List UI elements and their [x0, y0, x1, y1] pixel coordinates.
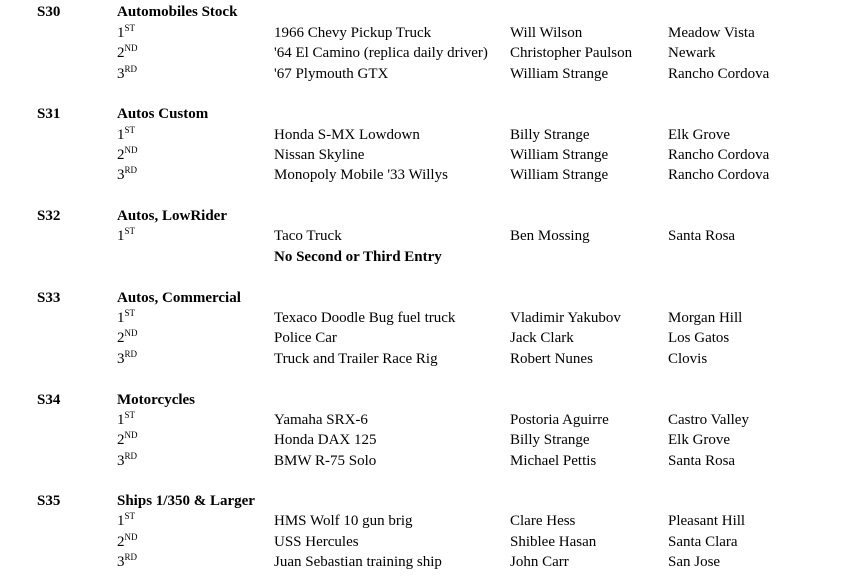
entrant-city: Rancho Cordova	[668, 66, 770, 82]
entrant-name: Jack Clark	[510, 330, 574, 346]
result-row	[0, 430, 860, 450]
entry-title: Texaco Doodle Bug fuel truck	[274, 310, 456, 326]
entrant-city: San Jose	[668, 554, 721, 570]
place-number: 3	[117, 167, 125, 183]
place-label	[117, 349, 137, 370]
place-number: 1	[117, 412, 125, 428]
place-label	[117, 64, 137, 85]
section-header	[0, 206, 860, 226]
place-label	[117, 23, 135, 44]
entry-title: Nissan Skyline	[274, 147, 365, 163]
place-label	[117, 328, 138, 349]
entrant-city: Rancho Cordova	[668, 167, 770, 183]
section-code: S30	[37, 4, 61, 20]
place-suffix: ST	[124, 226, 136, 236]
entrant-name: Will Wilson	[510, 25, 583, 41]
place-suffix: RD	[124, 64, 138, 74]
entry-title: Honda DAX 125	[274, 432, 377, 448]
result-row	[0, 511, 860, 531]
place-number: 2	[117, 330, 125, 346]
place-number: 1	[117, 513, 125, 529]
place-number: 3	[117, 554, 125, 570]
section-category: Autos Custom	[117, 106, 209, 122]
place-number: 3	[117, 66, 125, 82]
place-suffix: RD	[124, 165, 138, 175]
entrant-name: Michael Pettis	[510, 453, 597, 469]
place-number: 1	[117, 127, 125, 143]
place-suffix: ST	[124, 308, 136, 318]
place-label	[117, 552, 137, 573]
result-row	[0, 43, 860, 63]
place-suffix: RD	[124, 552, 138, 562]
entry-title: '64 El Camino (replica daily driver)	[274, 45, 488, 61]
place-label	[117, 511, 135, 532]
section-header	[0, 2, 860, 22]
entrant-name: Christopher Paulson	[510, 45, 633, 61]
section-category: Motorcycles	[117, 392, 196, 408]
entrant-city: Rancho Cordova	[668, 147, 770, 163]
section-header	[0, 491, 860, 511]
entrant-city: Meadow Vista	[668, 25, 755, 41]
entrant-name: William Strange	[510, 66, 609, 82]
place-number: 2	[117, 432, 125, 448]
place-suffix: ND	[124, 430, 138, 440]
entry-title: Honda S-MX Lowdown	[274, 127, 420, 143]
place-label	[117, 165, 137, 186]
place-suffix: ST	[124, 23, 136, 33]
result-row	[0, 165, 860, 185]
entrant-name: John Carr	[510, 554, 569, 570]
result-row	[0, 532, 860, 552]
entrant-city: Castro Valley	[668, 412, 749, 428]
entrant-name: William Strange	[510, 167, 609, 183]
section-header	[0, 104, 860, 124]
place-number: 1	[117, 310, 125, 326]
entry-title: Juan Sebastian training ship	[274, 554, 442, 570]
entry-title: Truck and Trailer Race Rig	[274, 351, 438, 367]
entry-title: Taco Truck	[274, 228, 342, 244]
section-header	[0, 390, 860, 410]
place-suffix: ST	[124, 410, 136, 420]
section-code: S35	[37, 493, 61, 509]
entrant-city: Santa Rosa	[668, 228, 736, 244]
entrant-city: Santa Clara	[668, 534, 738, 550]
entrant-city: Newark	[668, 45, 716, 61]
entrant-name: Billy Strange	[510, 127, 590, 143]
entrant-name: Ben Mossing	[510, 228, 590, 244]
place-label	[117, 410, 135, 431]
place-suffix: ND	[124, 43, 138, 53]
place-number: 1	[117, 25, 125, 41]
entry-title: '67 Plymouth GTX	[274, 66, 389, 82]
entrant-name: William Strange	[510, 147, 609, 163]
place-number: 2	[117, 45, 125, 61]
section-code: S34	[37, 392, 61, 408]
place-suffix: ST	[124, 125, 136, 135]
result-row	[0, 552, 860, 572]
entrant-name: Vladimir Yakubov	[510, 310, 621, 326]
place-number: 2	[117, 534, 125, 550]
result-row	[0, 308, 860, 328]
place-label	[117, 226, 135, 247]
place-suffix: ND	[124, 532, 138, 542]
place-suffix: RD	[124, 349, 138, 359]
section-category: Ships 1/350 & Larger	[117, 493, 255, 509]
place-number: 2	[117, 147, 125, 163]
entry-title: 1966 Chevy Pickup Truck	[274, 25, 432, 41]
result-row	[0, 64, 860, 84]
place-label	[117, 125, 135, 146]
entry-title: USS Hercules	[274, 534, 359, 550]
entrant-name: Robert Nunes	[510, 351, 593, 367]
result-row	[0, 349, 860, 369]
place-label	[117, 145, 138, 166]
entrant-city: Elk Grove	[668, 127, 731, 143]
place-label	[117, 430, 138, 451]
place-label	[117, 308, 135, 329]
section-category: Autos, Commercial	[117, 290, 241, 306]
entrant-city: Elk Grove	[668, 432, 731, 448]
entry-title: Monopoly Mobile '33 Willys	[274, 167, 448, 183]
entrant-name: Billy Strange	[510, 432, 590, 448]
section-code: S33	[37, 290, 61, 306]
result-row	[0, 328, 860, 348]
entrant-name: Clare Hess	[510, 513, 576, 529]
entry-title: HMS Wolf 10 gun brig	[274, 513, 413, 529]
place-suffix: ND	[124, 328, 138, 338]
entrant-name: Shiblee Hasan	[510, 534, 597, 550]
no-entry-note: No Second or Third Entry	[274, 249, 442, 265]
result-row	[0, 451, 860, 471]
result-row	[0, 125, 860, 145]
section-category: Automobiles Stock	[117, 4, 238, 20]
result-row	[0, 145, 860, 165]
entry-title: Police Car	[274, 330, 337, 346]
entry-title: BMW R-75 Solo	[274, 453, 377, 469]
section-category: Autos, LowRider	[117, 208, 228, 224]
entrant-city: Pleasant Hill	[668, 513, 746, 529]
section-code: S31	[37, 106, 61, 122]
entrant-city: Clovis	[668, 351, 708, 367]
place-suffix: ST	[124, 511, 136, 521]
result-row	[0, 23, 860, 43]
place-number: 3	[117, 351, 125, 367]
entrant-city: Los Gatos	[668, 330, 730, 346]
entry-title: Yamaha SRX-6	[274, 412, 368, 428]
place-suffix: ND	[124, 145, 138, 155]
result-row	[0, 226, 860, 246]
section-code: S32	[37, 208, 61, 224]
result-row	[0, 410, 860, 430]
entrant-city: Santa Rosa	[668, 453, 736, 469]
section-header	[0, 288, 860, 308]
place-number: 3	[117, 453, 125, 469]
place-label	[117, 532, 138, 553]
place-label	[117, 43, 138, 64]
entrant-name: Postoria Aguirre	[510, 412, 609, 428]
place-number: 1	[117, 228, 125, 244]
note-row	[0, 247, 860, 267]
place-label	[117, 451, 137, 472]
place-suffix: RD	[124, 451, 138, 461]
entrant-city: Morgan Hill	[668, 310, 743, 326]
